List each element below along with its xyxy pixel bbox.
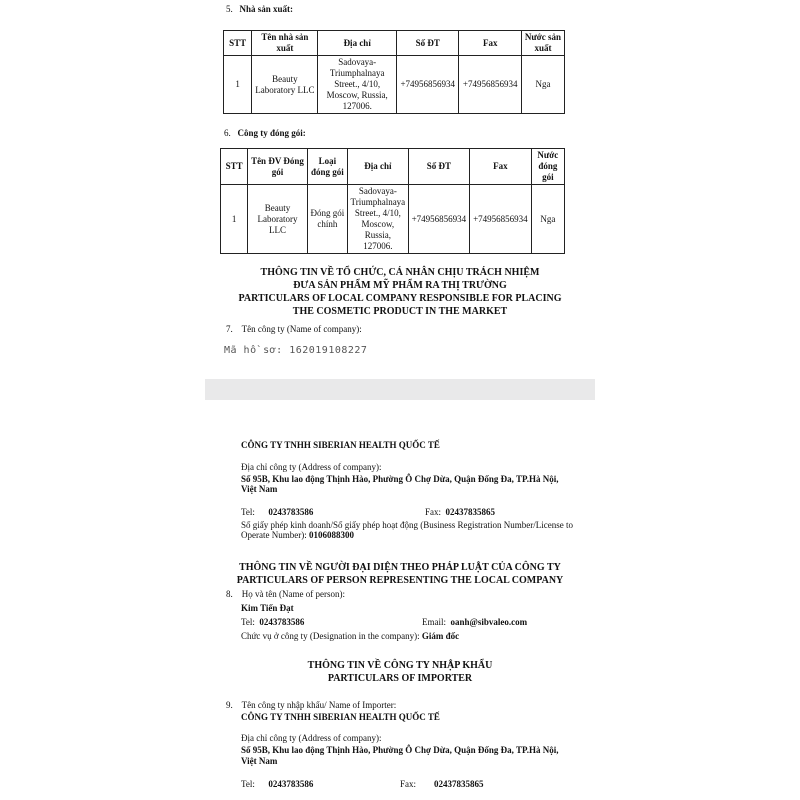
heading-line: THÔNG TIN VỀ CÔNG TY NHẬP KHẨU (307, 660, 493, 671)
table-header: Fax (470, 149, 532, 185)
tel-label: Tel: (241, 507, 255, 517)
importer-name: CÔNG TY TNHH SIBERIAN HEALTH QUỐC TẾ (241, 712, 440, 722)
heading-line: THÔNG TIN VỀ NGƯỜI ĐẠI DIỆN THEO PHÁP LUẬT CỦA CÔNG TY (239, 562, 561, 573)
tel-value: 0243783586 (268, 507, 314, 517)
table-header: STT (221, 149, 248, 185)
table-header: Số ĐT (397, 31, 459, 56)
importer-address-line: Số 95B, Khu lao động Thịnh Hào, Phường Ô Chợ Dừa, Quận Đống Đa, TP.Hà Nội, (241, 745, 559, 755)
license-line: Số giấy phép kinh doanh/Số giấy phép hoạt động (Business Registration Number/License to (241, 520, 573, 530)
position-value: Giám đốc (421, 631, 460, 641)
license-number: 0106088300 (308, 530, 354, 540)
section-title: Nhà sản xuất: (239, 4, 294, 14)
email-label: Email: (422, 617, 446, 627)
table-header: Tên ĐV Đóng gói (248, 149, 308, 185)
section-title: Tên công ty nhập khẩu/ Name of Importer: (241, 700, 397, 710)
company-address-label: Địa chỉ công ty (Address of company): (241, 462, 382, 472)
representative-email (422, 617, 527, 628)
section-9-label (226, 700, 396, 711)
heading-line: PARTICULARS OF LOCAL COMPANY RESPONSIBLE FOR PLACING (238, 293, 562, 304)
table-row (221, 185, 565, 254)
section-title: Công ty đóng gói: (237, 128, 306, 138)
importer-address-line: Việt Nam (241, 756, 278, 766)
section-7-label (226, 324, 362, 335)
packager-table (220, 148, 565, 254)
representative-heading (0, 561, 800, 587)
tel-value: 0243783586 (268, 779, 314, 789)
table-cell: Sadovaya-Triumphalnaya Street., 4/10, Moscow, Russia, 127006. (318, 56, 397, 114)
section-5-label (226, 4, 293, 14)
table-cell: 1 (224, 56, 252, 114)
email-value: oanh@sibvaleo.com (450, 617, 528, 627)
table-cell: Đóng gói chính (307, 185, 347, 254)
section-number: 7. (226, 324, 233, 334)
table-cell: Nga (531, 185, 564, 254)
heading-line: THÔNG TIN VỀ TỔ CHỨC, CÁ NHÂN CHỊU TRÁCH NHIỆM (260, 267, 540, 278)
table-cell: Nga (521, 56, 564, 114)
table-row (224, 56, 565, 114)
fax-label: Fax: (425, 507, 442, 517)
fax-value: 02437835865 (445, 507, 496, 517)
table-header-row (224, 31, 565, 56)
importer-address-label: Địa chỉ công ty (Address of company): (241, 733, 382, 743)
representative-name: Kim Tiến Đạt (241, 603, 294, 613)
dossier-code: Mã hồ sơ: 162019108227 (224, 345, 368, 356)
representative-tel (241, 617, 304, 628)
table-cell: +74956856934 (459, 56, 521, 114)
importer-tel (241, 779, 313, 790)
table-cell: Beauty Laboratory LLC (252, 56, 318, 114)
table-cell: +74956856934 (470, 185, 532, 254)
tel-label: Tel: (241, 779, 255, 789)
table-header: Nước đóng gói (531, 149, 564, 185)
table-header: Nước sản xuất (521, 31, 564, 56)
company-address-line: Số 95B, Khu lao động Thịnh Hào, Phường Ô Chợ Dừa, Quận Đống Đa, TP.Hà Nội, (241, 474, 559, 484)
manufacturer-table (223, 30, 565, 114)
table-header: Địa chỉ (318, 31, 397, 56)
importer-heading (0, 659, 800, 685)
table-cell: +74956856934 (397, 56, 459, 114)
section-8-label (226, 589, 345, 600)
section-number: 6. (224, 128, 231, 138)
table-cell: 1 (221, 185, 248, 254)
section-number: 5. (226, 4, 233, 14)
table-header: Tên nhà sản xuất (252, 31, 318, 56)
fax-value: 02437835865 (434, 779, 484, 789)
table-header: Địa chỉ (348, 149, 409, 185)
license-label: Operate Number): (241, 530, 307, 540)
responsible-party-heading (0, 266, 800, 318)
heading-line: PARTICULARS OF PERSON REPRESENTING THE LOCAL COMPANY (236, 575, 564, 586)
representative-position (241, 631, 459, 642)
position-label: Chức vụ ở công ty (Designation in the company): (241, 631, 420, 641)
fax-label: Fax: (400, 779, 417, 789)
table-header-row (221, 149, 565, 185)
page-break (205, 379, 595, 400)
heading-line: PARTICULARS OF IMPORTER (327, 673, 473, 684)
heading-line: THE COSMETIC PRODUCT IN THE MARKET (292, 306, 508, 317)
table-cell: +74956856934 (408, 185, 470, 254)
table-header: STT (224, 31, 252, 56)
company-name: CÔNG TY TNHH SIBERIAN HEALTH QUỐC TẾ (241, 440, 440, 450)
company-fax (425, 507, 495, 518)
section-number: 8. (226, 589, 233, 599)
heading-line: ĐƯA SẢN PHẨM MỸ PHẨM RA THỊ TRƯỜNG (293, 280, 507, 291)
license-line-2 (241, 530, 354, 541)
section-title: Tên công ty (Name of company): (241, 324, 362, 334)
company-address-line: Việt Nam (241, 484, 278, 494)
section-number: 9. (226, 700, 233, 710)
tel-label: Tel: (241, 617, 255, 627)
table-header: Fax (459, 31, 521, 56)
section-6-label (224, 128, 306, 138)
importer-fax (400, 779, 484, 790)
table-header: Loại đóng gói (307, 149, 347, 185)
table-cell: Sadovaya-Triumphalnaya Street., 4/10, Moscow, Russia, 127006. (348, 185, 409, 254)
table-cell: Beauty Laboratory LLC (248, 185, 308, 254)
tel-value: 0243783586 (259, 617, 305, 627)
company-tel (241, 507, 313, 518)
section-title: Họ và tên (Name of person): (241, 589, 345, 599)
table-header: Số ĐT (408, 149, 470, 185)
